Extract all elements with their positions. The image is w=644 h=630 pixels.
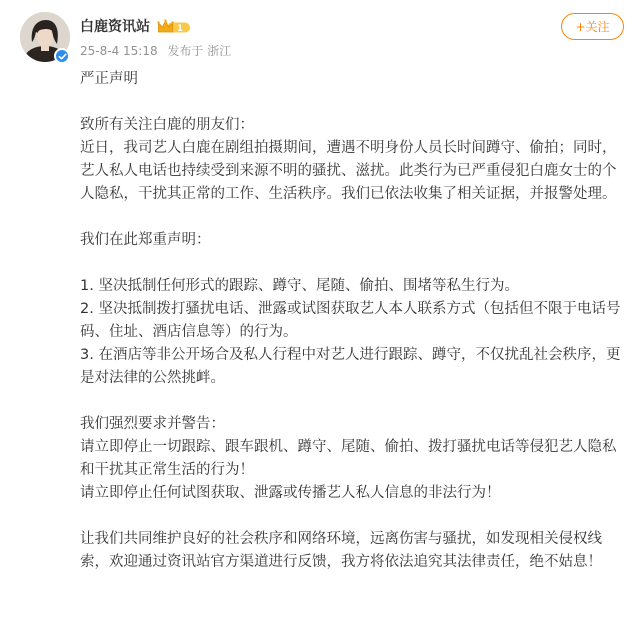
- post-location: 发布于 浙江: [167, 44, 232, 58]
- crown-rank-icon[interactable]: [157, 19, 191, 35]
- rank-level: 1: [177, 24, 183, 34]
- follow-button[interactable]: +关注: [561, 13, 624, 40]
- author-name[interactable]: 白鹿资讯站: [80, 19, 150, 35]
- name-row: [80, 17, 644, 37]
- post-body: 严正声明 致所有关注白鹿的朋友们： 近日，我司艺人白鹿在剧组拍摄期间，遭遇不明身份人员长时间蹲守、偷拍；同时，艺人私人电话也持续受到来源不明的骚扰、滋扰。此类行为已严重侵犯白鹿女士的个人隐私，干扰其正常的工作、生活秩序。我们已依法收集了相关证据，并报警处理。 我们在此郑重声明： 1. 坚决抵制任何形式的跟踪、蹲守、尾随、偷拍、围堵等私生行为。 2. 坚决抵制拨打骚扰电话、泄露或试图获取艺人本人联系方式（包括但不限于电话号码、住址、酒店信息等）的行为。 3. 在酒店等非公开场合及私人行程中对艺人进行跟踪、蹲守，不仅扰乱社会秩序，更是对法律的公然挑衅。 我们强烈要求并警告： 请立即停止一切跟踪、跟车跟机、蹲守、尾随、偷拍、拨打骚扰电话等侵犯艺人隐私和干扰其正常生活的行为！ 请立即停止任何试图获取、泄露或传播艺人私人信息的非法行为！ 让我们共同维护良好的社会秩序和网络环境，远离伤害与骚扰，如发现相关侵权线索，欢迎通过资讯站官方渠道进行反馈，我方将依法追究其法律责任，绝不姑息！: [80, 71, 621, 570]
- verified-check-icon: [54, 48, 70, 64]
- post-meta: [80, 42, 644, 59]
- post-header: [80, 17, 644, 59]
- post-date[interactable]: 25-8-4 15:18: [80, 44, 158, 58]
